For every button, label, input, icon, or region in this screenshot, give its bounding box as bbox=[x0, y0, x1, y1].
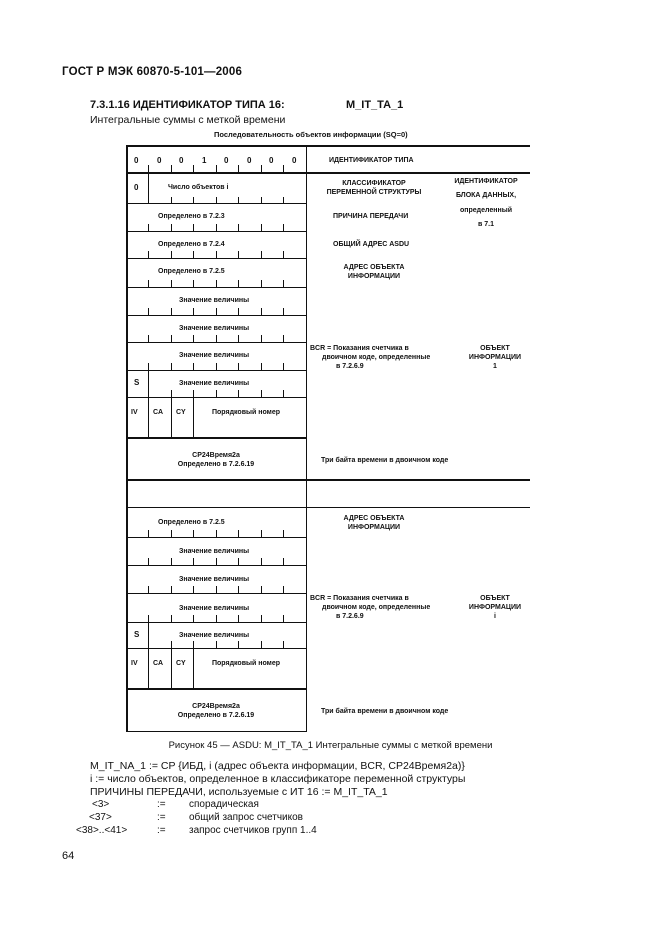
sign-bit: S bbox=[134, 630, 140, 639]
type-id-bit: 0 bbox=[292, 156, 297, 165]
type-id-bit: 0 bbox=[269, 156, 274, 165]
cot-desc: ПРИЧИНА ПЕРЕДАЧИ bbox=[333, 213, 409, 220]
figure-caption: Рисунок 45 — ASDU: M_IT_TA_1 Интегральные суммы с меткой времени bbox=[168, 740, 493, 751]
object-desc-1: ОБЪЕКТ bbox=[480, 595, 510, 602]
ioa-label: Определено в 7.2.5 bbox=[158, 519, 225, 526]
type-id-bit: 0 bbox=[134, 156, 139, 165]
ioa-desc-1: АДРЕС ОБЪЕКТА bbox=[343, 264, 405, 271]
value-label: Значение величины bbox=[179, 632, 250, 639]
type-id-bit: 0 bbox=[179, 156, 184, 165]
object-desc-3: i bbox=[494, 613, 496, 620]
page-number: 64 bbox=[62, 850, 75, 862]
ioa-label: Определено в 7.2.5 bbox=[158, 268, 225, 275]
type-id-bit: 0 bbox=[157, 156, 162, 165]
iv-flag: IV bbox=[131, 409, 138, 416]
bcr-desc-2: двоичном коде, определенные bbox=[322, 354, 431, 361]
object-desc-2: ИНФОРМАЦИИ bbox=[468, 354, 522, 361]
ca-flag: CA bbox=[153, 660, 164, 667]
time-label-2: Определено в 7.2.6.19 bbox=[177, 461, 255, 468]
bcr-desc-3: в 7.2.6.9 bbox=[336, 363, 364, 370]
cause-code: <37> bbox=[89, 812, 112, 823]
ioa-desc-2: ИНФОРМАЦИИ bbox=[347, 273, 401, 280]
value-label: Значение величины bbox=[179, 380, 250, 387]
cause-code: <38>..<41> bbox=[76, 825, 128, 836]
ioa-desc-2: ИНФОРМАЦИИ bbox=[347, 524, 401, 531]
section-title: 7.3.1.16 ИДЕНТИФИКАТОР ТИПА 16: bbox=[90, 99, 285, 111]
time-desc: Три байта времени в двоичном коде bbox=[321, 457, 449, 464]
value-label: Значение величины bbox=[179, 352, 250, 359]
vsq-count-label: Число объектов i bbox=[168, 184, 229, 191]
definition-line-1: M_IT_NA_1 := CP {ИБД, i (адрес объекта информации, BCR, CP24Время2а)} bbox=[90, 760, 465, 772]
cause-code-sep: := bbox=[157, 799, 166, 810]
vsq-desc-2: ПЕРЕМЕННОЙ СТРУКТУРЫ bbox=[326, 189, 422, 196]
duid-desc-4: в 7.1 bbox=[478, 221, 494, 228]
value-label: Значение величины bbox=[179, 325, 250, 332]
definition-line-2: i := число объектов, определенное в классификаторе переменной структуры bbox=[90, 773, 466, 785]
bcr-desc-1: BCR = Показания счетчика в bbox=[310, 345, 409, 352]
sequence-number-label: Порядковый номер bbox=[212, 660, 280, 667]
vsq-desc-1: КЛАССИФИКАТОР bbox=[342, 180, 406, 187]
type-id-bit: 0 bbox=[247, 156, 252, 165]
cause-code-sep: := bbox=[157, 812, 166, 823]
cause-code-sep: := bbox=[157, 825, 166, 836]
value-label: Значение величины bbox=[179, 297, 250, 304]
type-id-bit: 1 bbox=[202, 156, 207, 165]
section-subtitle: Интегральные суммы с меткой времени bbox=[90, 114, 286, 126]
duid-desc-2: БЛОКА ДАННЫХ, bbox=[455, 192, 517, 199]
type-id-bit: 0 bbox=[224, 156, 229, 165]
vsq-sq-bit: 0 bbox=[134, 183, 139, 192]
time-label-1: CP24Время2а bbox=[192, 703, 240, 710]
ioa-desc-1: АДРЕС ОБЪЕКТА bbox=[343, 515, 405, 522]
sequence-label: Последовательность объектов информации (SQ=0) bbox=[214, 130, 408, 139]
cause-code: <3> bbox=[92, 799, 110, 810]
cy-flag: CY bbox=[176, 409, 186, 416]
section-type-code: M_IT_TA_1 bbox=[346, 99, 404, 111]
cause-code-desc: запрос счетчиков групп 1..4 bbox=[189, 825, 317, 836]
object-desc-2: ИНФОРМАЦИИ bbox=[468, 604, 522, 611]
type-id-label: ИДЕНТИФИКАТОР ТИПА bbox=[329, 157, 414, 164]
sequence-number-label: Порядковый номер bbox=[212, 409, 280, 416]
duid-desc-3: определенный bbox=[460, 207, 512, 214]
ca-flag: CA bbox=[153, 409, 164, 416]
sign-bit: S bbox=[134, 378, 140, 387]
bcr-desc-1: BCR = Показания счетчика в bbox=[310, 595, 409, 602]
definition-line-3: ПРИЧИНЫ ПЕРЕДАЧИ, используемые с ИТ 16 := M_IT_TA_1 bbox=[90, 786, 388, 798]
time-desc: Три байта времени в двоичном коде bbox=[321, 708, 449, 715]
cause-code-desc: спорадическая bbox=[189, 799, 259, 810]
document-header: ГОСТ Р МЭК 60870-5-101—2006 bbox=[62, 66, 243, 78]
bcr-desc-2: двоичном коде, определенные bbox=[322, 604, 431, 611]
asdu-address-label: Определено в 7.2.4 bbox=[158, 241, 225, 248]
iv-flag: IV bbox=[131, 660, 138, 667]
asdu-address-desc: ОБЩИЙ АДРЕС ASDU bbox=[333, 241, 410, 248]
time-label-2: Определено в 7.2.6.19 bbox=[177, 712, 255, 719]
cot-label: Определено в 7.2.3 bbox=[158, 213, 225, 220]
object-desc-1: ОБЪЕКТ bbox=[480, 345, 510, 352]
asdu-diagram bbox=[126, 145, 530, 732]
time-label-1: CP24Время2а bbox=[192, 452, 240, 459]
value-label: Значение величины bbox=[179, 548, 250, 555]
cause-code-desc: общий запрос счетчиков bbox=[189, 812, 303, 823]
cause-codes-list bbox=[0, 799, 661, 844]
bcr-desc-3: в 7.2.6.9 bbox=[336, 613, 364, 620]
cy-flag: CY bbox=[176, 660, 186, 667]
value-label: Значение величины bbox=[179, 576, 250, 583]
value-label: Значение величины bbox=[179, 605, 250, 612]
object-desc-3: 1 bbox=[493, 363, 497, 370]
duid-desc-1: ИДЕНТИФИКАТОР bbox=[454, 178, 518, 185]
